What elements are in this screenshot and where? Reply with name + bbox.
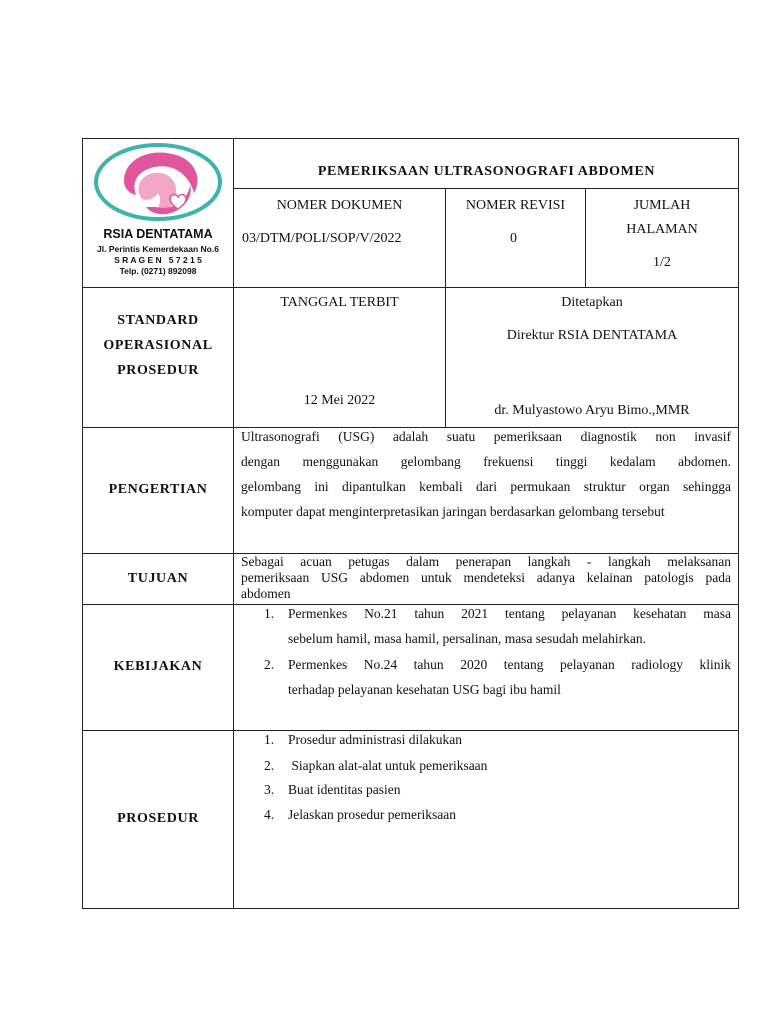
pengertian-line: gelombang ini dipantulkan kembali dari permukaan struktur organ sehingga xyxy=(241,479,731,494)
signer-name: dr. Mulyastowo Aryu Bimo.,MMR xyxy=(494,403,690,418)
set-by-label: Ditetapkan xyxy=(561,295,623,310)
table-border-top xyxy=(82,138,739,139)
row-divider-sop xyxy=(82,427,739,428)
list-text: Jelaskan prosedur pemeriksaan xyxy=(288,807,456,822)
hospital-name: RSIA DENTATAMA xyxy=(103,227,213,241)
revision-label: NOMER REVISI xyxy=(465,198,566,213)
list-text: Prosedur administrasi dilakukan xyxy=(288,732,462,747)
prosedur-label: PROSEDUR xyxy=(117,811,199,826)
title-row-divider xyxy=(233,188,739,189)
hospital-address: Jl. Perintis Kemerdekaan No.6 xyxy=(97,244,219,254)
tujuan-line: abdomen xyxy=(241,586,291,601)
table-border-right xyxy=(738,138,739,909)
tujuan-line: Sebagai acuan petugas dalam penerapan langkah - langkah melaksanan xyxy=(241,554,731,569)
list-text: terhadap pelayanan kesehatan USG bagi ibu hamil xyxy=(288,682,561,697)
list-text: Buat identitas pasien xyxy=(288,782,401,797)
director-label: Direktur RSIA DENTATAMA xyxy=(506,328,678,343)
list-number: 2. xyxy=(264,657,275,672)
doc-number-value: 03/DTM/POLI/SOP/V/2022 xyxy=(242,231,402,246)
pengertian-line: Ultrasonografi (USG) adalah suatu pemeriksaan diagnostik non invasif xyxy=(241,429,731,444)
pages-label-1: JUMLAH xyxy=(633,198,691,213)
row-divider-tujuan xyxy=(82,604,739,605)
table-border-left xyxy=(82,138,83,909)
table-border-bottom xyxy=(82,908,739,909)
kebijakan-label: KEBIJAKAN xyxy=(113,659,203,674)
list-number: 3. xyxy=(264,782,275,797)
sop-label-3: PROSEDUR xyxy=(117,363,199,378)
list-text: sebelum hamil, masa hamil, persalinan, masa sesudah melahirkan. xyxy=(288,631,647,646)
sop-label-1: STANDARD xyxy=(117,313,199,328)
list-number: 2. xyxy=(264,758,275,773)
pages-label-2: HALAMAN xyxy=(626,222,698,237)
list-number: 1. xyxy=(264,732,275,747)
hospital-city: S R A G E N 5 7 2 1 5 xyxy=(114,255,202,265)
list-text: Siapkan alat-alat untuk pemeriksaan xyxy=(288,758,488,773)
sop-label-2: OPERASIONAL xyxy=(103,338,213,353)
list-text: Permenkes No.21 tahun 2021 tentang pelayanan kesehatan masa xyxy=(288,606,731,621)
pengertian-line: komputer dapat menginterpretasikan jaringan berdasarkan gelombang tersebut xyxy=(241,504,665,519)
issue-date-label: TANGGAL TERBIT xyxy=(280,295,399,310)
table-column-divider xyxy=(233,138,234,909)
mother-child-logo-icon xyxy=(84,141,232,229)
issue-date-value: 12 Mei 2022 xyxy=(303,393,376,408)
list-number: 4. xyxy=(264,807,275,822)
tujuan-label: TUJUAN xyxy=(127,571,189,586)
document-title: PEMERIKSAAN ULTRASONOGRAFI ABDOMEN xyxy=(317,164,656,179)
list-number: 1. xyxy=(264,606,275,621)
list-text: Permenkes No.24 tahun 2020 tentang pelayanan radiology klinik xyxy=(288,657,731,672)
hospital-phone: Telp. (0271) 892098 xyxy=(119,266,197,276)
doc-number-label: NOMER DOKUMEN xyxy=(276,198,403,213)
row-divider-kebijakan xyxy=(82,730,739,731)
revision-value: 0 xyxy=(510,231,517,246)
tujuan-line: pemeriksaan USG abdomen untuk mendeteksi adanya kelainan patologis pada xyxy=(241,570,731,585)
pengertian-label: PENGERTIAN xyxy=(108,482,208,497)
pengertian-line: dengan menggunakan gelombang frekuensi tinggi kedalam abdomen. xyxy=(241,454,731,469)
row-divider-header xyxy=(82,287,739,288)
hospital-logo xyxy=(84,141,232,286)
pages-value: 1/2 xyxy=(653,255,671,270)
